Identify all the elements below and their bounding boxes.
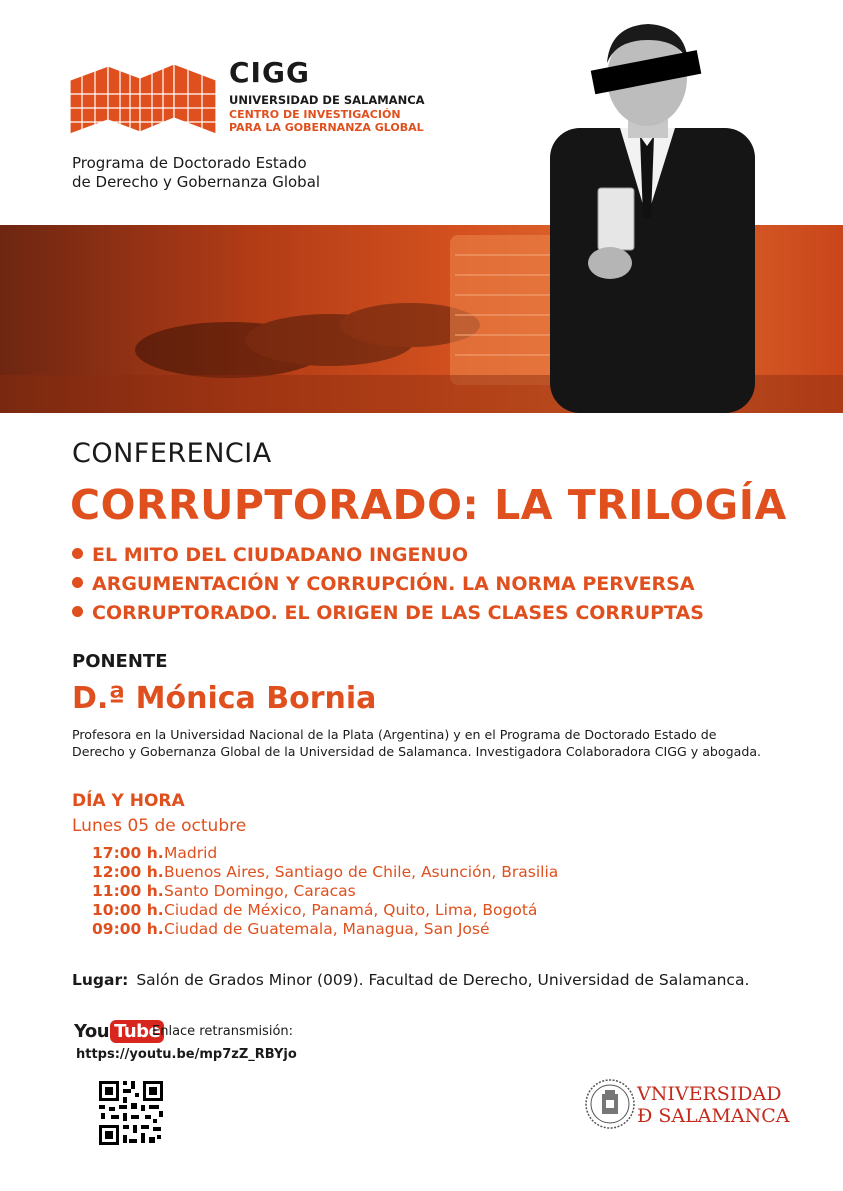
- qr-code-icon[interactable]: [97, 1079, 165, 1147]
- speaker-bio: [72, 726, 792, 760]
- cigg-title: CIGG: [229, 56, 310, 89]
- schedule-places: Santo Domingo, Caracas: [164, 882, 356, 900]
- bullet-dot-icon: [72, 577, 83, 588]
- schedule-time: 09:00 h.: [92, 920, 164, 938]
- schedule-date: Lunes 05 de octubre: [72, 816, 247, 836]
- speaker-label: PONENTE: [72, 651, 168, 672]
- man-in-suit-image: [530, 18, 765, 413]
- bullet-dot-icon: [72, 606, 83, 617]
- location-label: Lugar:: [72, 971, 129, 989]
- cigg-centro: CENTRO DE INVESTIGACIÓN: [229, 108, 401, 121]
- topic-item: [72, 543, 468, 567]
- program-name: [72, 154, 320, 192]
- schedule-times: [92, 844, 558, 939]
- schedule-places: Ciudad de México, Panamá, Quito, Lima, Bogotá: [164, 901, 538, 919]
- university-name-line-1: VNIVERSIDAD: [637, 1083, 782, 1105]
- schedule-places: Ciudad de Guatemala, Managua, San José: [164, 920, 490, 938]
- schedule-time: 11:00 h.: [92, 882, 164, 900]
- topic-text: CORRUPTORADO. EL ORIGEN DE LAS CLASES CORRUPTAS: [92, 602, 704, 624]
- stream-label: Enlace retransmisión:: [152, 1024, 294, 1039]
- topic-item: [72, 572, 695, 596]
- youtube-you-text: You: [74, 1020, 110, 1042]
- schedule-label: DÍA Y HORA: [72, 791, 185, 811]
- university-seal-icon: [584, 1078, 636, 1130]
- speaker-bio-line-1: Profesora en la Universidad Nacional de la Plata (Argentina) y en el Programa de Doctorado Estado de: [72, 727, 717, 742]
- schedule-row: [92, 920, 558, 939]
- youtube-tube-text: Tube: [110, 1020, 164, 1043]
- program-line-1: Programa de Doctorado Estado: [72, 154, 307, 172]
- cigg-university: UNIVERSIDAD DE SALAMANCA: [229, 93, 425, 107]
- conference-title: CORRUPTORADO: LA TRILOGÍA: [70, 481, 787, 529]
- speaker-bio-line-2: Derecho y Gobernanza Global de la Universidad de Salamanca. Investigadora Colaboradora CIGG y abogada.: [72, 744, 762, 759]
- conference-label: CONFERENCIA: [72, 438, 272, 469]
- university-name-line-2: Ð SALAMANCA: [637, 1105, 790, 1127]
- stream-link[interactable]: https://youtu.be/mp7zZ_RBYjo: [76, 1047, 297, 1062]
- schedule-row: [92, 863, 558, 882]
- schedule-row: [92, 882, 558, 901]
- bullet-dot-icon: [72, 548, 83, 559]
- schedule-row: [92, 901, 558, 920]
- program-line-2: de Derecho y Gobernanza Global: [72, 173, 321, 191]
- schedule-time: 12:00 h.: [92, 863, 164, 881]
- location: [72, 969, 749, 991]
- schedule-places: Madrid: [164, 844, 218, 862]
- schedule-time: 10:00 h.: [92, 901, 164, 919]
- cigg-para: PARA LA GOBERNANZA GLOBAL: [229, 121, 424, 134]
- topic-text: ARGUMENTACIÓN Y CORRUPCIÓN. LA NORMA PERVERSA: [92, 573, 695, 595]
- youtube-logo[interactable]: [74, 1016, 164, 1046]
- topic-item: [72, 601, 704, 625]
- schedule-time: 17:00 h.: [92, 844, 164, 862]
- topic-text: EL MITO DEL CIUDADANO INGENUO: [92, 544, 468, 566]
- location-value: Salón de Grados Minor (009). Facultad de Derecho, Universidad de Salamanca.: [136, 971, 750, 989]
- cigg-cubes-logo: [70, 58, 216, 140]
- schedule-row: [92, 844, 558, 863]
- speaker-name: D.ª Mónica Bornia: [72, 681, 377, 716]
- schedule-places: Buenos Aires, Santiago de Chile, Asunción, Brasilia: [164, 863, 559, 881]
